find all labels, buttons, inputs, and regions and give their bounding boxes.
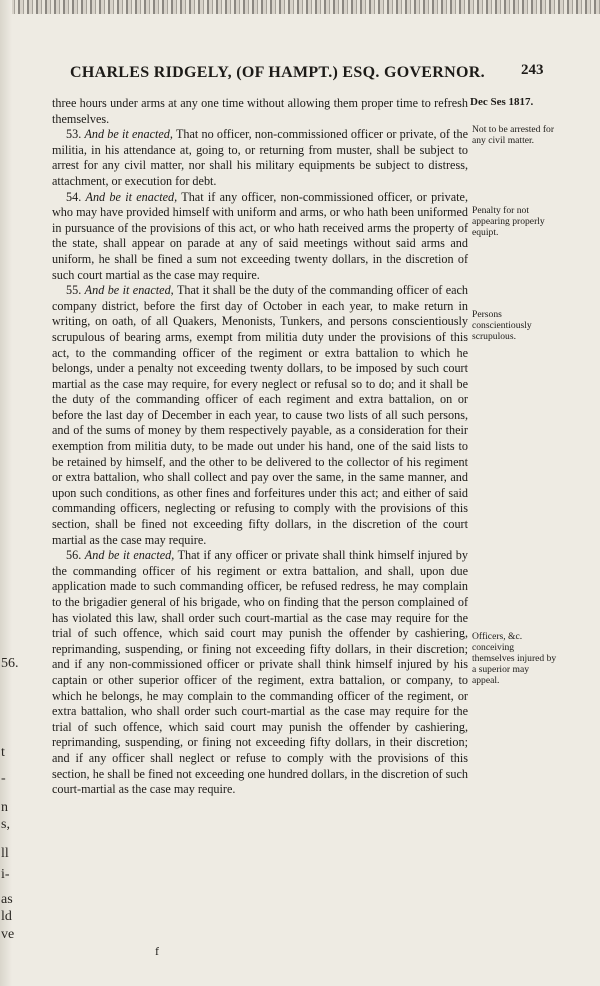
sidenote-session-date: Dec Ses 1817. bbox=[470, 96, 534, 108]
body-text bbox=[52, 96, 468, 798]
section-55: 55. And be it enacted, That it shall be the duty of the commanding officer of each company district, before the first day of October in each year, to make return in writing, on oath, of all Quakers, Menonists, Tunkers, and persons conscientiously scrupulous of bearing arms, exempt from militia duty under the provisions of this act, to the commanding officer of the regiment or extra battalion to which he belongs, under a penalty not exceeding twenty dollars, to be imposed by such court martial as the case may require, for every neglect or refusal so to do; and it shall be the duty of the commanding officer of each regiment and extra battalion, on or before the last day of December in each year, to cause two lists of all such persons, and of the sums of money by them respectively payable, as a consideration for their exemption from militia duty, to be made out under his hand, one of the said lists to be retained by himself, and the other to be delivered to the collector of his regiment or extra battalion, who shall collect and pay over the same, in the same manner, and upon such conditions, as other fines and forfeitures under this act; and either of said commanding officers, neglecting or refusing to comply with the provisions of this section, shall be fined not exceeding fifty dollars, in the discretion of the court martial as the case may require. bbox=[52, 283, 469, 547]
page-number: 243 bbox=[521, 62, 544, 78]
sidenote-arrest: Not to be arrested for any civil matter. bbox=[472, 124, 555, 146]
section-53: 53. And be it enacted, That no officer, non-commissioned officer or private, of the militia, in his attendance at, going to, or returning from muster, shall be subject to arrest for any civil matter, nor shall his military equipments be subject to distress, attachment, or execution for debt. bbox=[52, 127, 469, 188]
sidenote-scrupulous: Persons conscientiously scrupulous. bbox=[472, 309, 532, 342]
sidenote-appeal: Officers, &c. conceiving themselves injured by a superior may appeal. bbox=[472, 631, 557, 686]
sidenote-penalty: Penalty for not appearing properly equipt. bbox=[472, 205, 545, 238]
margin-fragment: t bbox=[1, 745, 5, 760]
footer-mark: f bbox=[155, 944, 159, 958]
margin-fragment: s, bbox=[1, 817, 10, 832]
margin-fragment: n bbox=[1, 800, 8, 815]
margin-fragment: ve bbox=[1, 927, 15, 942]
section-56: 56. And be it enacted, That if any officer or private shall think himself injured by the commanding officer of his regiment or extra battalion, and shall, upon due application made to such commanding officer, be refused redress, he may complain to the brigadier general of his brigade, who on finding that the person complained of has violated this law, shall order such court-martial as the case may require for the trial of such offence, which said court may punish the offender by cashiering, reprimanding, suspending, or fining not exceeding fifty dollars, in their discretion; and if any non-commissioned officer or private shall think himself injured by his captain or other superior officer of the regiment, extra battalion, or company, to which he belongs, he may complain to the commanding officer of the regiment, or extra battalion, who shall order such court-martial as the case may require for the trial of such offence, which said court may punish the offender by cashiering, reprimanding, suspending, or fining not exceeding fifty dollars, in their discretion; and if any officer shall neglect or refuse to comply with the provisions of this section, he shall be fined not exceeding one hundred dollars, in the discretion of such court-martial as the case may require. bbox=[52, 548, 468, 797]
margin-fragment: - bbox=[1, 771, 6, 786]
section-54: 54. And be it enacted, That if any officer, non-commissioned officer, or private, who may have provided himself with uniform and arms, or who hath been uniformed in pursuance of the provisions of this act, or who hath received arms the property of the state, shall appear on parade at any of said meetings without said arms and uniform, he shall be fined a sum not exceeding twenty dollars, in the discretion of such court martial as the case may require. bbox=[52, 189, 468, 282]
margin-fragment: ll bbox=[1, 846, 9, 861]
binding-shadow bbox=[0, 0, 15, 986]
paragraph-continued: three hours under arms at any one time without allowing them proper time to refresh themselves. bbox=[52, 96, 468, 126]
margin-fragment: ld bbox=[1, 909, 12, 924]
running-title: CHARLES RIDGELY, (OF HAMPT.) ESQ. GOVERNOR. bbox=[70, 64, 485, 81]
margin-fragment: as bbox=[1, 892, 13, 907]
margin-fragment: 56. bbox=[1, 656, 19, 671]
margin-fragment: i- bbox=[1, 867, 10, 882]
torn-top-edge bbox=[0, 0, 600, 14]
